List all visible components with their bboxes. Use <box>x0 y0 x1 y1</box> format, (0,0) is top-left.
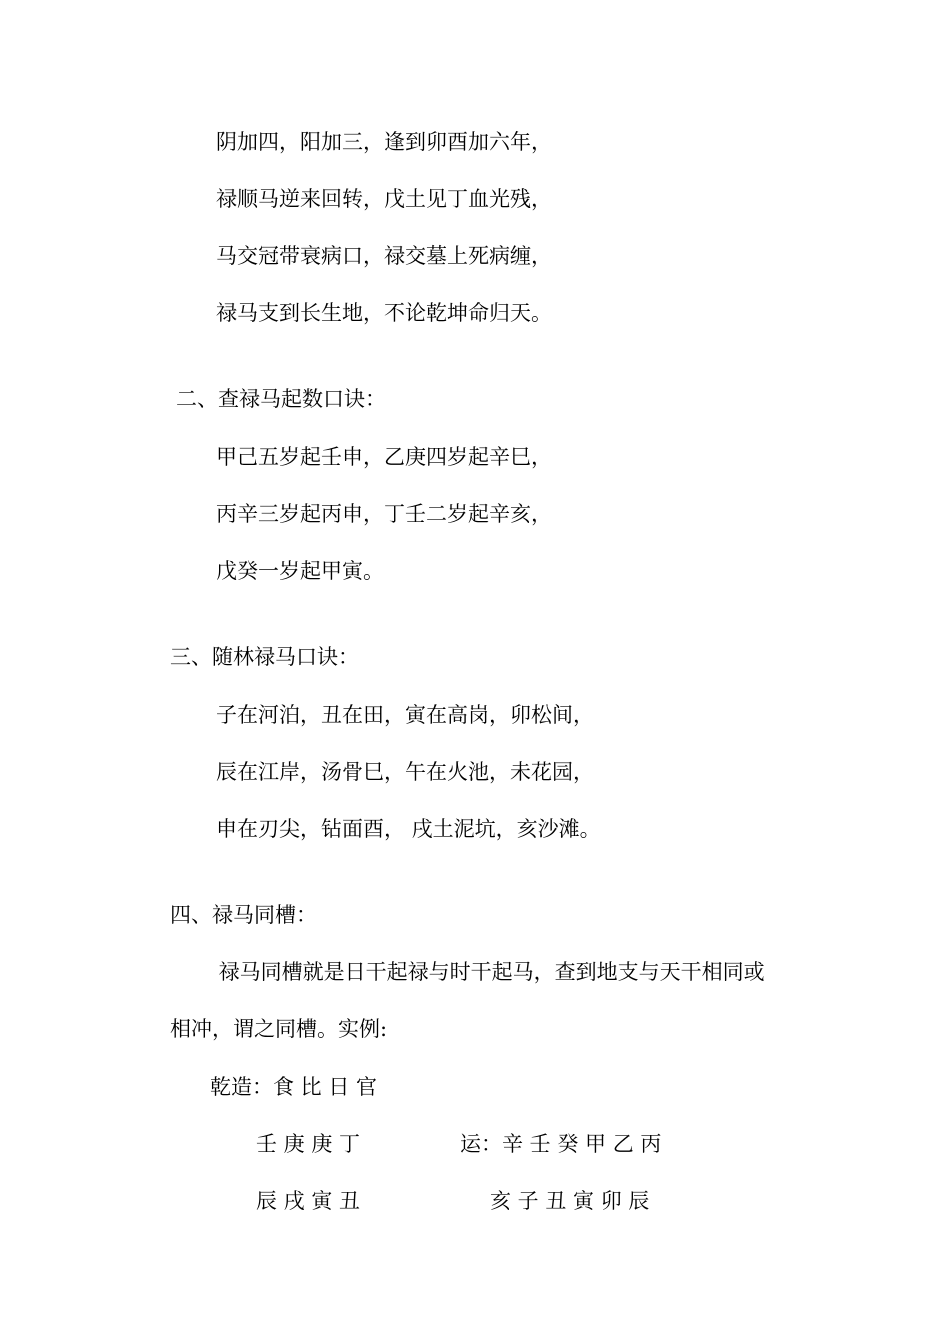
example-branches: 辰 戌 寅 丑 <box>256 1189 361 1213</box>
section3-line-1: 子在河泊，丑在田，寅在高岗，卯松间， <box>216 703 594 727</box>
example-stems: 壬 庚 庚 丁 <box>256 1132 361 1156</box>
example-luck-stems: 运：辛 壬 癸 甲 乙 丙 <box>460 1132 662 1156</box>
section3-line-3: 申在刃尖，钻面酉， 戌土泥坑，亥沙滩。 <box>216 817 601 841</box>
section4-paragraph-line-1: 禄马同槽就是日干起禄与时干起马，查到地支与天干相同或 <box>212 960 765 984</box>
section3-line-2: 辰在江岸，汤骨巳，午在火池，未花园， <box>216 760 594 784</box>
section4-paragraph-line-2: 相冲，谓之同槽。实例: <box>170 1017 388 1041</box>
section2-line-1: 甲己五岁起壬申，乙庚四岁起辛巳， <box>216 445 552 469</box>
section4-heading: 四、禄马同槽： <box>170 903 317 927</box>
section2-line-2: 丙辛三岁起丙申，丁壬二岁起辛亥， <box>216 502 552 526</box>
example-label-line: 乾造：食 比 日 官 <box>210 1075 378 1099</box>
section2-line-3: 戊癸一岁起甲寅。 <box>216 559 384 583</box>
section3-heading: 三、随林禄马口诀： <box>170 645 359 669</box>
example-luck-branches: 亥 子 丑 寅 卯 辰 <box>490 1189 650 1213</box>
verse-line-1: 阴加四，阳加三，逢到卯酉加六年， <box>216 130 552 154</box>
verse-line-4: 禄马支到长生地，不论乾坤命归天。 <box>216 301 552 325</box>
verse-line-2: 禄顺马逆来回转，戊土见丁血光残， <box>216 187 552 211</box>
section2-heading: 二、查禄马起数口诀： <box>176 387 386 411</box>
verse-line-3: 马交冠带衰病口，禄交墓上死病缠， <box>216 244 552 268</box>
